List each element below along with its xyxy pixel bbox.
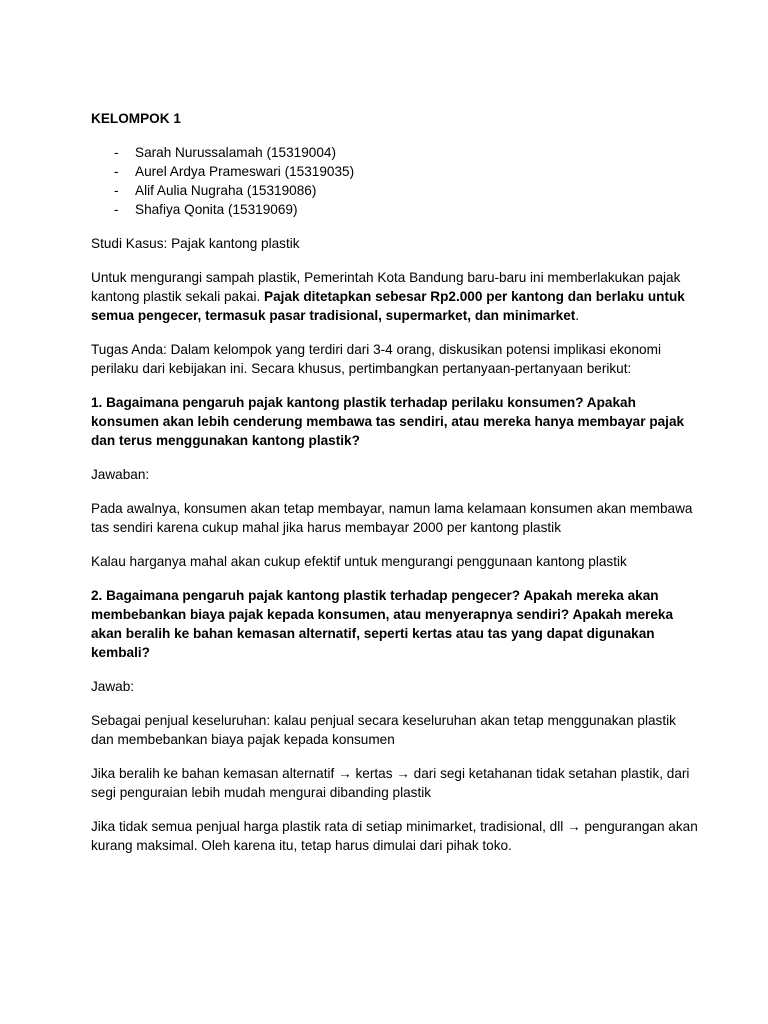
answer-2-paragraph-3: Jika tidak semua penjual harga plastik rata di setiap minimarket, tradisional, dll → pengurangan akan kurang maksimal. Oleh karena itu, tetap harus dimulai dari pihak toko. xyxy=(91,819,698,853)
answer-1-paragraph-1: Pada awalnya, konsumen akan tetap membayar, namun lama kelamaan konsumen akan membawa tas sendiri karena cukup mahal jika harus membayar 2000 per kantong plastik xyxy=(91,501,693,535)
member-list xyxy=(91,143,698,219)
intro-end: . xyxy=(575,308,580,323)
intro-text: Untuk mengurangi sampah plastik, Pemerintah Kota Bandung baru-baru ini memberlakukan pajak kantong plastik sekali pakai. xyxy=(91,270,681,304)
list-item xyxy=(91,200,698,219)
answer-2-paragraph-1: Sebagai penjual keseluruhan: kalau penjual secara keseluruhan akan tetap menggunakan plastik dan membebankan biaya pajak kepada konsumen xyxy=(91,713,676,747)
list-bullet: - xyxy=(114,202,119,217)
list-bullet: - xyxy=(114,183,119,198)
list-item xyxy=(91,162,698,181)
list-bullet: - xyxy=(114,164,119,179)
intro-paragraph xyxy=(91,268,698,325)
task-paragraph: Tugas Anda: Dalam kelompok yang terdiri dari 3-4 orang, diskusikan potensi implikasi ekonomi perilaku dari kebijakan ini. Secara khusus, pertimbangkan pertanyaan-pertanyaan berikut: xyxy=(91,342,661,376)
list-bullet: - xyxy=(114,145,119,160)
case-study-heading: Studi Kasus: Pajak kantong plastik xyxy=(91,236,300,251)
document-title: KELOMPOK 1 xyxy=(91,111,181,126)
answer-2-paragraph-2: Jika beralih ke bahan kemasan alternatif → kertas → dari segi ketahanan tidak setahan plastik, dari segi penguraian lebih mudah mengurai dibanding plastik xyxy=(91,766,690,800)
answer-label-2: Jawab: xyxy=(91,679,135,694)
member-name: Aurel Ardya Prameswari (15319035) xyxy=(135,164,355,179)
intro-bold-text: Pajak ditetapkan sebesar Rp2.000 per kantong dan berlaku untuk semua pengecer, termasuk pasar tradisional, supermarket, dan minimarket xyxy=(91,289,685,323)
list-item xyxy=(91,181,698,200)
answer-1-paragraph-2: Kalau harganya mahal akan cukup efektif untuk mengurangi penggunaan kantong plastik xyxy=(91,554,627,569)
member-name: Alif Aulia Nugraha (15319086) xyxy=(135,183,317,198)
answer-label-1: Jawaban: xyxy=(91,467,150,482)
list-item xyxy=(91,143,698,162)
member-name: Shafiya Qonita (15319069) xyxy=(135,202,298,217)
question-2: 2. Bagaimana pengaruh pajak kantong plastik terhadap pengecer? Apakah mereka akan membebankan biaya pajak kepada konsumen, atau menyerapnya sendiri? Apakah mereka akan beralih ke bahan kemasan alternatif, seperti kertas atau tas yang dapat digunakan kembali? xyxy=(91,588,674,660)
question-1: 1. Bagaimana pengaruh pajak kantong plastik terhadap perilaku konsumen? Apakah konsumen akan lebih cenderung membawa tas sendiri, atau mereka hanya membayar pajak dan terus menggunakan kantong plastik? xyxy=(91,395,685,448)
member-name: Sarah Nurussalamah (15319004) xyxy=(135,145,337,160)
